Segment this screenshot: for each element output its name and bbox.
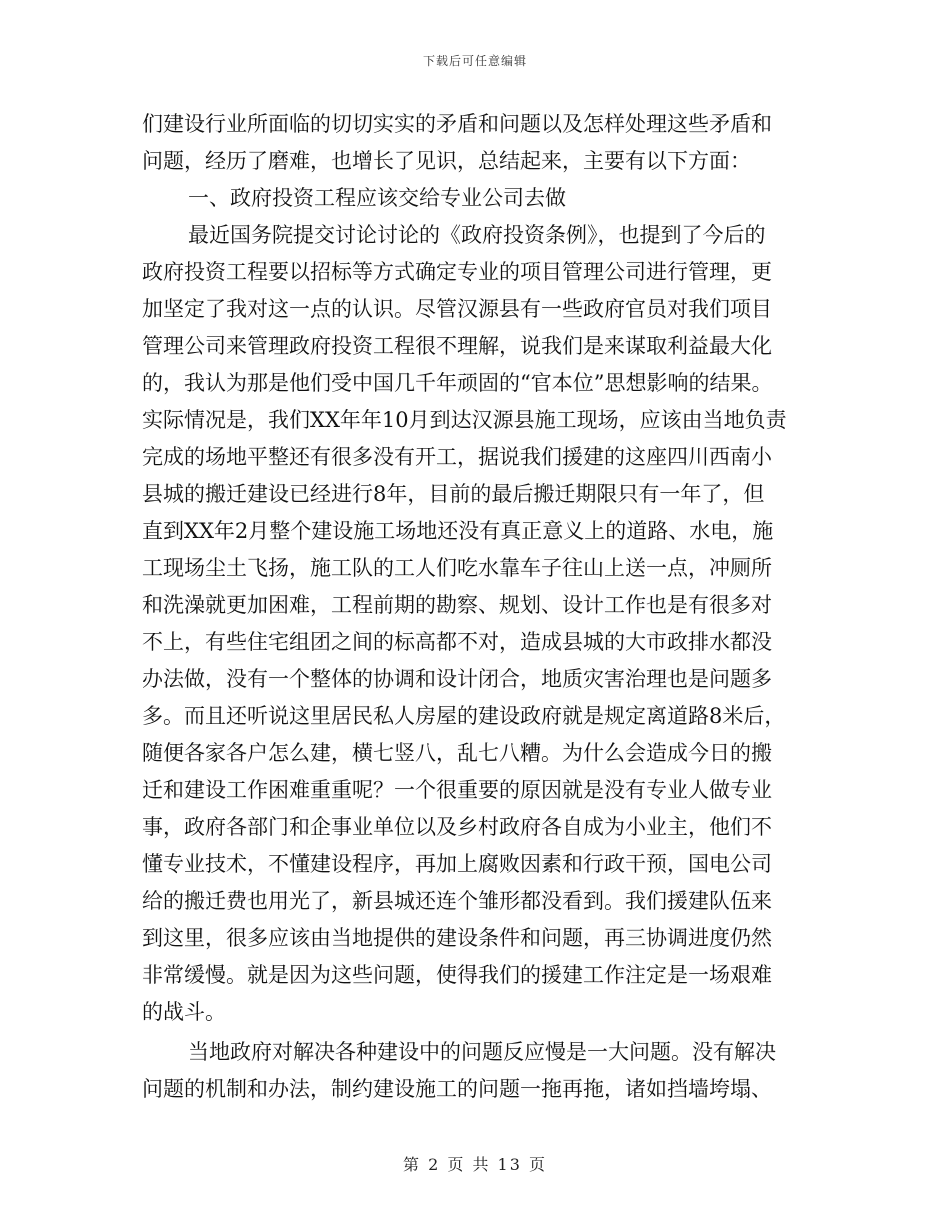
body-line: 到这里，很多应该由当地提供的建设条件和问题，再三协调进度仍然 — [142, 926, 772, 950]
body-line: 工现场尘土飞扬，施工队的工人们吃水靠车子往山上送一点，冲厕所 — [142, 556, 772, 580]
body-line: 问题，经历了磨难，也增长了见识，总结起来，主要有以下方面： — [142, 149, 751, 173]
body-line: 直到XX年2月整个建设施工场地还没有真正意义上的道路、水电，施 — [142, 519, 774, 543]
body-line: 加坚定了我对这一点的认识。尽管汉源县有一些政府官员对我们项目 — [142, 297, 772, 321]
body-line: 给的搬迁费也用光了，新县城还连个雏形都没看到。我们援建队伍来 — [142, 889, 772, 913]
body-line: 问题的机制和办法，制约建设施工的问题一拖再拖，诸如挡墙垮塌、 — [142, 1077, 772, 1101]
body-line: 完成的场地平整还有很多没有开工，据说我们援建的这座四川西南小 — [142, 445, 772, 469]
page-header: 下载后可任意编辑 — [422, 54, 527, 68]
page-footer: 第 2 页 共 13 页 — [403, 1155, 547, 1174]
body-line: 最近国务院提交讨论讨论的《政府投资条例》，也提到了今后的 — [188, 223, 766, 247]
section-heading: 一、政府投资工程应该交给专业公司去做 — [188, 186, 566, 210]
body-line: 政府投资工程要以招标等方式确定专业的项目管理公司进行管理，更 — [142, 260, 772, 284]
body-line: 实际情况是，我们XX年年10月到达汉源县施工现场，应该由当地负责 — [142, 408, 787, 432]
body-line: 县城的搬迁建设已经进行8年，目前的最后搬迁期限只有一年了，但 — [142, 482, 765, 506]
body-line: 和洗澡就更加困难，工程前期的勘察、规划、设计工作也是有很多对 — [142, 593, 772, 617]
body-line: 随便各家各户怎么建，横七竖八，乱七八糟。为什么会造成今日的搬 — [142, 741, 772, 765]
body-line: 非常缓慢。就是因为这些问题，使得我们的援建工作注定是一场艰难 — [142, 963, 772, 987]
body-line: 当地政府对解决各种建设中的问题反应慢是一大问题。没有解决 — [188, 1040, 776, 1064]
body-line: 事，政府各部门和企事业单位以及乡村政府各自成为小业主，他们不 — [142, 815, 772, 839]
body-line: 办法做，没有一个整体的协调和设计闭合，地质灾害治理也是问题多 — [142, 667, 772, 691]
body-line: 迁和建设工作困难重重呢？一个很重要的原因就是没有专业人做专业 — [142, 778, 772, 802]
body-line: 的，我认为那是他们受中国几千年顽固的“官本位”思想影响的结果。 — [142, 371, 773, 395]
body-line: 的战斗。 — [142, 1000, 226, 1024]
body-line: 不上，有些住宅组团之间的标高都不对，造成县城的大市政排水都没 — [142, 630, 772, 654]
body-line: 懂专业技术，不懂建设程序，再加上腐败因素和行政干预，国电公司 — [142, 852, 772, 876]
body-line: 多。而且还听说这里居民私人房屋的建设政府就是规定离道路8米后， — [142, 704, 786, 728]
document-body — [142, 106, 810, 1108]
body-line: 管理公司来管理政府投资工程很不理解，说我们是来谋取利益最大化 — [142, 334, 772, 358]
body-line: 们建设行业所面临的切切实实的矛盾和问题以及怎样处理这些矛盾和 — [142, 112, 772, 136]
